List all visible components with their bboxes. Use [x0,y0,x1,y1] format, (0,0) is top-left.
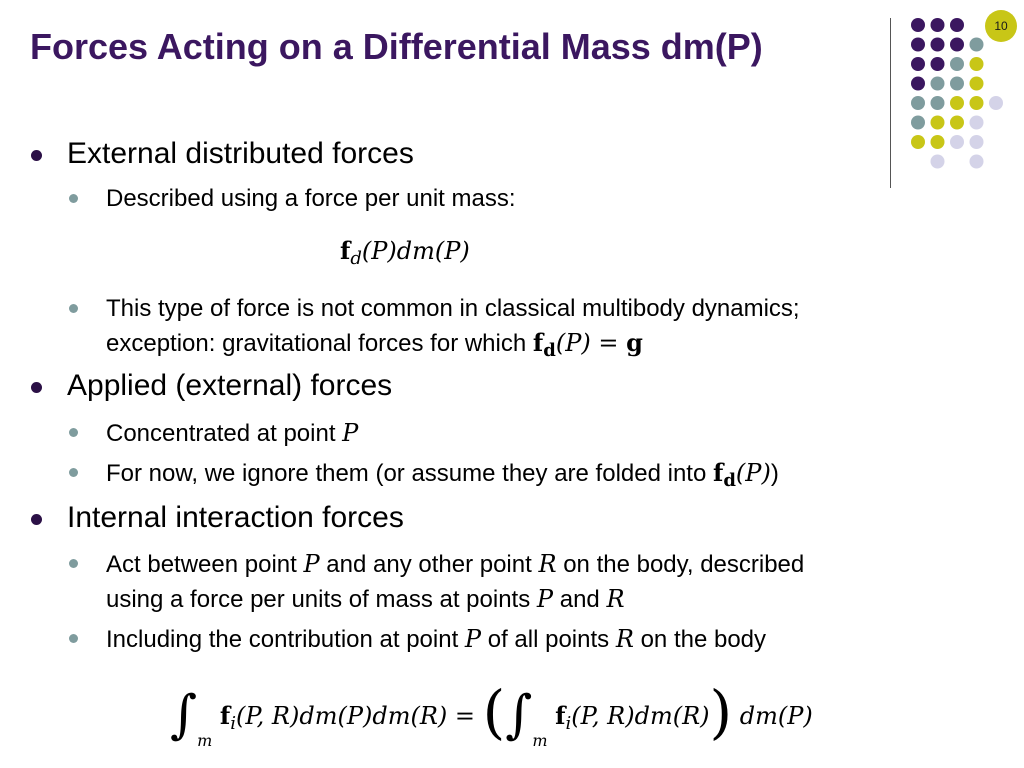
page-number: 10 [985,10,1017,42]
bullet-external-distributed-forces: External distributed forces [67,137,414,170]
decor-dot [911,116,925,130]
sub-bullet-including-contribution: Including the contribution at point P of all points R on the body [106,622,766,657]
equation-internal-forces-integral: $\int_m$ fi(P, $R)dm(P)dm(R) = (\int_m$ fi(P, R)dm(R)) dm(P) [170,678,813,750]
slide-title: Forces Acting on a Differential Mass dm(P) [30,26,763,67]
decor-dot [911,18,925,32]
decor-dot [970,135,984,149]
decor-dot [931,57,945,71]
decor-dot [911,57,925,71]
decor-dot [950,18,964,32]
bullet-applied-forces: Applied (external) forces [67,369,393,402]
decor-dot [989,96,1003,110]
decor-dot [911,38,925,52]
decor-dot [950,77,964,91]
decor-dot [931,77,945,91]
decor-dot [911,135,925,149]
decor-dot [970,77,984,91]
decor-dot [931,116,945,130]
equation-distributed-force: fd(P)dm(P) [340,236,470,269]
decor-dot [950,38,964,52]
decor-dot [931,96,945,110]
sub-bullet-concentrated: Concentrated at point P [106,416,358,451]
decor-dot [911,77,925,91]
sub-bullet-act-between: Act between point P and any other point R on the body, described using a force per units of mass at points P and R [106,547,804,617]
decor-dot [931,38,945,52]
decor-dot [970,38,984,52]
decor-dot [970,155,984,169]
decor-dot [931,135,945,149]
sub-bullet-force-per-unit-mass: Described using a force per unit mass: [106,182,516,216]
decor-dot [950,116,964,130]
decor-dot [950,57,964,71]
decor-dot [970,96,984,110]
sub-bullet-ignore-them: For now, we ignore them (or assume they are folded into fd(P)) [106,456,779,493]
decor-dot [970,116,984,130]
decor-dot [931,18,945,32]
bullet-internal-interaction-forces: Internal interaction forces [67,501,404,534]
decor-dot [950,135,964,149]
decor-dot [950,96,964,110]
decor-dot [931,155,945,169]
sub-bullet-not-common: This type of force is not common in classical multibody dynamics; exception: gravitational forces for which fd(P) = g [106,292,800,363]
decor-dot [970,57,984,71]
decor-dot [911,96,925,110]
